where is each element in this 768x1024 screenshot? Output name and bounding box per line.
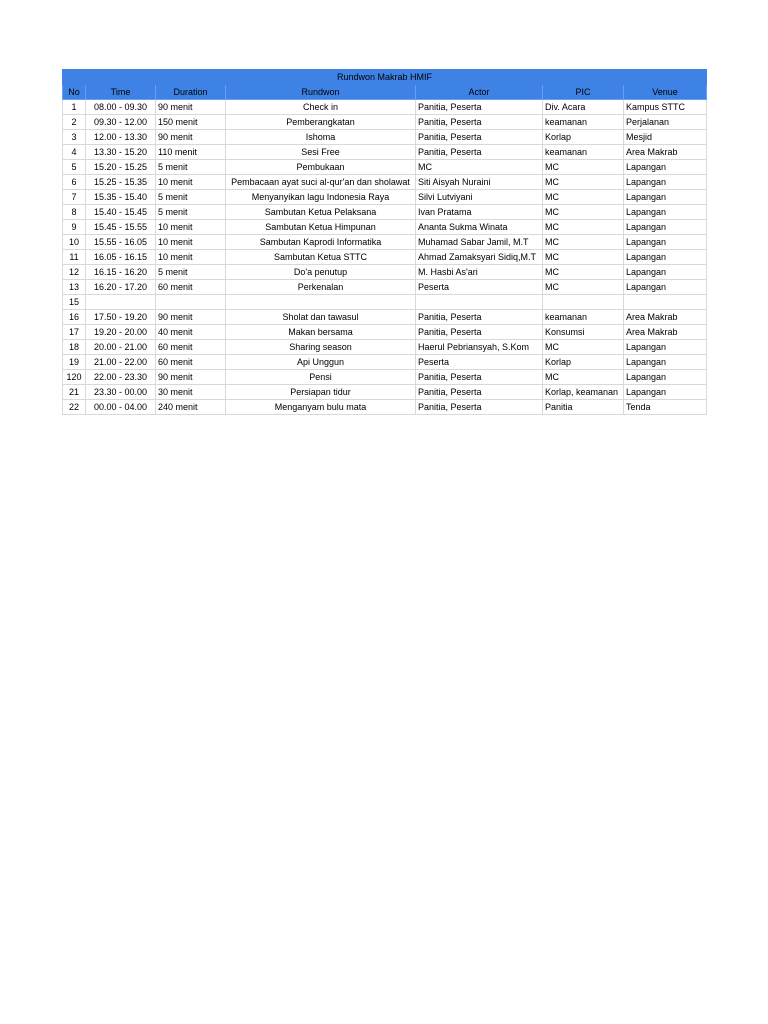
cell-duration: 10 menit	[156, 250, 226, 265]
cell-actor: Ivan Pratama	[416, 205, 543, 220]
cell-no: 10	[63, 235, 86, 250]
cell-duration: 10 menit	[156, 175, 226, 190]
cell-duration	[156, 295, 226, 310]
cell-time: 16.05 - 16.15	[86, 250, 156, 265]
cell-time: 15.25 - 15.35	[86, 175, 156, 190]
cell-actor: Panitia, Peserta	[416, 145, 543, 160]
cell-venue: Lapangan	[624, 235, 707, 250]
rundown-sheet	[62, 69, 707, 415]
cell-venue: Lapangan	[624, 205, 707, 220]
cell-time: 15.35 - 15.40	[86, 190, 156, 205]
cell-time: 15.45 - 15.55	[86, 220, 156, 235]
cell-time: 15.40 - 15.45	[86, 205, 156, 220]
cell-venue: Mesjid	[624, 130, 707, 145]
cell-venue: Lapangan	[624, 280, 707, 295]
cell-rundwon: Sambutan Ketua STTC	[226, 250, 416, 265]
header-time: Time	[86, 85, 156, 100]
cell-time: 15.55 - 16.05	[86, 235, 156, 250]
table-title-row	[63, 70, 707, 85]
cell-rundwon: Perkenalan	[226, 280, 416, 295]
cell-actor: Haerul Pebriansyah, S.Kom	[416, 340, 543, 355]
cell-pic	[543, 295, 624, 310]
cell-duration: 60 menit	[156, 280, 226, 295]
table-title: Rundwon Makrab HMIF	[63, 70, 707, 85]
cell-no: 6	[63, 175, 86, 190]
cell-duration: 150 menit	[156, 115, 226, 130]
cell-actor: MC	[416, 160, 543, 175]
cell-rundwon: Makan bersama	[226, 325, 416, 340]
cell-duration: 90 menit	[156, 100, 226, 115]
cell-pic: MC	[543, 220, 624, 235]
table-row	[63, 175, 707, 190]
cell-pic: Korlap	[543, 130, 624, 145]
cell-actor	[416, 295, 543, 310]
cell-time: 21.00 - 22.00	[86, 355, 156, 370]
cell-duration: 60 menit	[156, 340, 226, 355]
table-row	[63, 190, 707, 205]
cell-pic: MC	[543, 370, 624, 385]
cell-rundwon: Sambutan Kaprodi Informatika	[226, 235, 416, 250]
cell-duration: 90 menit	[156, 130, 226, 145]
cell-time: 22.00 - 23.30	[86, 370, 156, 385]
table-header-row	[63, 85, 707, 100]
table-row	[63, 310, 707, 325]
cell-no: 3	[63, 130, 86, 145]
cell-rundwon: Check in	[226, 100, 416, 115]
table-row	[63, 145, 707, 160]
cell-actor: Panitia, Peserta	[416, 325, 543, 340]
cell-no: 17	[63, 325, 86, 340]
cell-no: 2	[63, 115, 86, 130]
table-row	[63, 265, 707, 280]
cell-actor: Panitia, Peserta	[416, 385, 543, 400]
cell-no: 21	[63, 385, 86, 400]
cell-duration: 40 menit	[156, 325, 226, 340]
cell-rundwon: Sholat dan tawasul	[226, 310, 416, 325]
cell-venue: Tenda	[624, 400, 707, 415]
cell-pic: Div. Acara	[543, 100, 624, 115]
table-row	[63, 205, 707, 220]
cell-duration: 10 menit	[156, 235, 226, 250]
cell-duration: 5 menit	[156, 190, 226, 205]
cell-no: 12	[63, 265, 86, 280]
cell-venue: Kampus STTC	[624, 100, 707, 115]
cell-venue: Lapangan	[624, 160, 707, 175]
cell-time: 09.30 - 12.00	[86, 115, 156, 130]
cell-actor: Ananta Sukma Winata	[416, 220, 543, 235]
table-row	[63, 100, 707, 115]
cell-time: 19.20 - 20.00	[86, 325, 156, 340]
cell-pic: Konsumsi	[543, 325, 624, 340]
cell-venue: Perjalanan	[624, 115, 707, 130]
cell-rundwon: Do'a penutup	[226, 265, 416, 280]
cell-rundwon: Sesi Free	[226, 145, 416, 160]
cell-pic: Korlap	[543, 355, 624, 370]
cell-pic: Korlap, keamanan	[543, 385, 624, 400]
cell-time: 15.20 - 15.25	[86, 160, 156, 175]
cell-venue	[624, 295, 707, 310]
table-row	[63, 340, 707, 355]
cell-actor: Panitia, Peserta	[416, 370, 543, 385]
cell-pic: keamanan	[543, 115, 624, 130]
table-row	[63, 370, 707, 385]
cell-time: 12.00 - 13.30	[86, 130, 156, 145]
cell-no: 8	[63, 205, 86, 220]
cell-duration: 5 menit	[156, 265, 226, 280]
header-no: No	[63, 85, 86, 100]
cell-pic: MC	[543, 265, 624, 280]
header-pic: PIC	[543, 85, 624, 100]
cell-duration: 90 menit	[156, 370, 226, 385]
cell-no: 15	[63, 295, 86, 310]
cell-time	[86, 295, 156, 310]
cell-pic: Panitia	[543, 400, 624, 415]
cell-rundwon: Persiapan tidur	[226, 385, 416, 400]
cell-venue: Lapangan	[624, 250, 707, 265]
cell-no: 1	[63, 100, 86, 115]
cell-pic: MC	[543, 175, 624, 190]
cell-venue: Lapangan	[624, 265, 707, 280]
cell-no: 120	[63, 370, 86, 385]
header-actor: Actor	[416, 85, 543, 100]
cell-rundwon: Ishoma	[226, 130, 416, 145]
cell-rundwon: Sambutan Ketua Pelaksana	[226, 205, 416, 220]
table-body	[63, 100, 707, 415]
cell-no: 13	[63, 280, 86, 295]
cell-actor: Peserta	[416, 355, 543, 370]
cell-actor: Siti Aisyah Nuraini	[416, 175, 543, 190]
table-row	[63, 235, 707, 250]
cell-pic: keamanan	[543, 310, 624, 325]
header-rundwon: Rundwon	[226, 85, 416, 100]
cell-actor: Ahmad Zamaksyari Sidiq,M.T	[416, 250, 543, 265]
cell-rundwon: Pembukaan	[226, 160, 416, 175]
cell-venue: Area Makrab	[624, 310, 707, 325]
cell-pic: keamanan	[543, 145, 624, 160]
cell-no: 4	[63, 145, 86, 160]
cell-time: 17.50 - 19.20	[86, 310, 156, 325]
rundown-table	[62, 69, 707, 415]
cell-no: 11	[63, 250, 86, 265]
cell-no: 22	[63, 400, 86, 415]
table-row	[63, 250, 707, 265]
cell-actor: Peserta	[416, 280, 543, 295]
cell-time: 16.20 - 17.20	[86, 280, 156, 295]
cell-no: 18	[63, 340, 86, 355]
cell-rundwon	[226, 295, 416, 310]
table-row	[63, 355, 707, 370]
cell-time: 00.00 - 04.00	[86, 400, 156, 415]
cell-rundwon: Menganyam bulu mata	[226, 400, 416, 415]
cell-pic: MC	[543, 235, 624, 250]
cell-actor: Panitia, Peserta	[416, 130, 543, 145]
cell-rundwon: Pembacaan ayat suci al-qur'an dan sholawat	[226, 175, 416, 190]
cell-venue: Lapangan	[624, 370, 707, 385]
cell-duration: 30 menit	[156, 385, 226, 400]
cell-no: 5	[63, 160, 86, 175]
cell-rundwon: Pensi	[226, 370, 416, 385]
table-row	[63, 280, 707, 295]
table-row	[63, 400, 707, 415]
cell-pic: MC	[543, 340, 624, 355]
table-row	[63, 220, 707, 235]
cell-no: 9	[63, 220, 86, 235]
cell-actor: Muhamad Sabar Jamil, M.T	[416, 235, 543, 250]
cell-venue: Lapangan	[624, 220, 707, 235]
cell-venue: Area Makrab	[624, 325, 707, 340]
cell-pic: MC	[543, 250, 624, 265]
cell-venue: Lapangan	[624, 385, 707, 400]
table-row	[63, 130, 707, 145]
cell-venue: Lapangan	[624, 355, 707, 370]
cell-venue: Lapangan	[624, 190, 707, 205]
table-row	[63, 295, 707, 310]
cell-rundwon: Pemberangkatan	[226, 115, 416, 130]
cell-duration: 5 menit	[156, 160, 226, 175]
cell-time: 20.00 - 21.00	[86, 340, 156, 355]
cell-actor: Panitia, Peserta	[416, 310, 543, 325]
cell-actor: Panitia, Peserta	[416, 400, 543, 415]
cell-actor: Panitia, Peserta	[416, 100, 543, 115]
cell-venue: Area Makrab	[624, 145, 707, 160]
cell-rundwon: Sharing season	[226, 340, 416, 355]
cell-pic: MC	[543, 280, 624, 295]
cell-rundwon: Sambutan Ketua Himpunan	[226, 220, 416, 235]
table-row	[63, 160, 707, 175]
cell-venue: Lapangan	[624, 340, 707, 355]
cell-time: 16.15 - 16.20	[86, 265, 156, 280]
cell-rundwon: Menyanyikan lagu Indonesia Raya	[226, 190, 416, 205]
cell-duration: 60 menit	[156, 355, 226, 370]
cell-duration: 10 menit	[156, 220, 226, 235]
table-row	[63, 385, 707, 400]
cell-duration: 90 menit	[156, 310, 226, 325]
cell-duration: 110 menit	[156, 145, 226, 160]
table-row	[63, 115, 707, 130]
cell-actor: Silvi Lutviyani	[416, 190, 543, 205]
cell-duration: 5 menit	[156, 205, 226, 220]
cell-no: 19	[63, 355, 86, 370]
cell-actor: Panitia, Peserta	[416, 115, 543, 130]
cell-venue: Lapangan	[624, 175, 707, 190]
header-venue: Venue	[624, 85, 707, 100]
cell-actor: M. Hasbi As'ari	[416, 265, 543, 280]
cell-pic: MC	[543, 160, 624, 175]
cell-time: 08.00 - 09.30	[86, 100, 156, 115]
cell-rundwon: Api Unggun	[226, 355, 416, 370]
cell-pic: MC	[543, 205, 624, 220]
cell-pic: MC	[543, 190, 624, 205]
cell-no: 16	[63, 310, 86, 325]
cell-time: 13.30 - 15.20	[86, 145, 156, 160]
header-duration: Duration	[156, 85, 226, 100]
table-row	[63, 325, 707, 340]
cell-duration: 240 menit	[156, 400, 226, 415]
cell-time: 23.30 - 00.00	[86, 385, 156, 400]
cell-no: 7	[63, 190, 86, 205]
